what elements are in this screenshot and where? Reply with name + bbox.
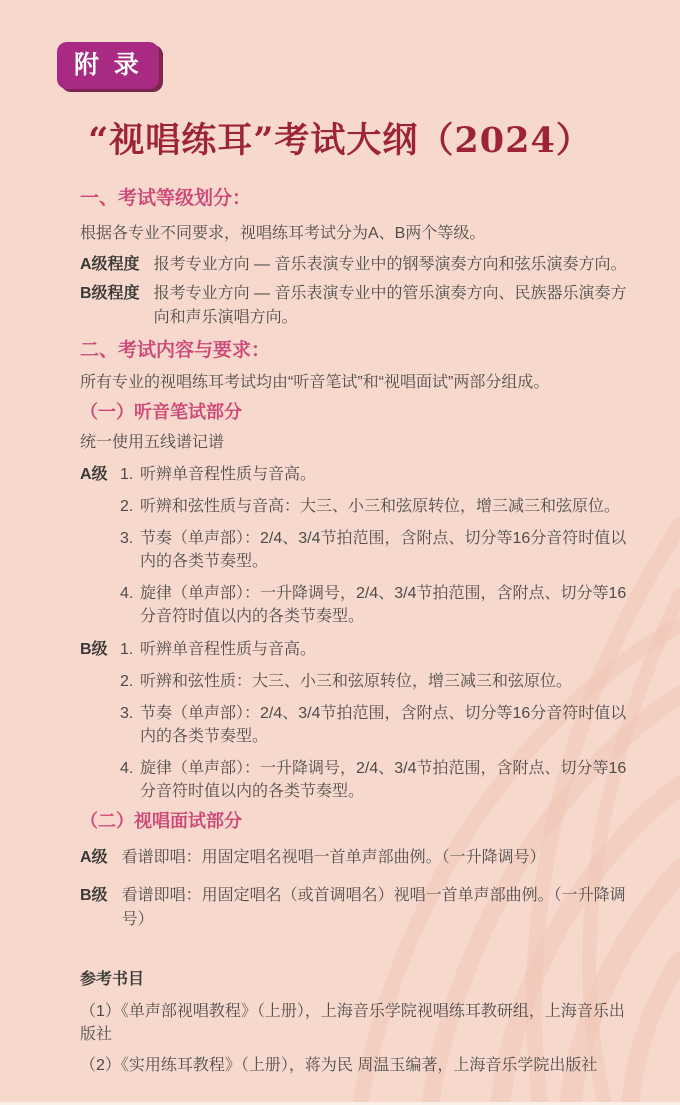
list-item	[120, 638, 638, 661]
section-2-intro: 所有专业的视唱练耳考试均由“听音笔试”和“视唱面试”两部分组成。	[80, 374, 550, 391]
item-number: 2.	[120, 498, 134, 515]
item-number: 4.	[120, 760, 134, 777]
level-a-degree-row	[80, 253, 638, 277]
part-1-note: 统一使用五线谱记谱	[80, 434, 225, 451]
face-test-level-a-row	[80, 846, 638, 870]
item-number: 3.	[120, 530, 134, 547]
section-1-intro: 根据各专业不同要求，视唱练耳考试分为A、B两个等级。	[80, 225, 486, 242]
list-item	[120, 702, 638, 748]
part-1-heading: （一）听音笔试部分	[80, 402, 242, 422]
item-text: 听辨单音程性质与音高。	[140, 466, 317, 483]
list-item	[120, 757, 638, 803]
section-1-heading: 一、考试等级划分：	[80, 188, 252, 209]
item-number: 1.	[120, 466, 134, 483]
appendix-badge	[57, 42, 159, 89]
item-number: 2.	[120, 673, 134, 690]
item-text: 听辨和弦性质与音高：大三、小三和弦原转位，增三减三和弦原位。	[140, 498, 621, 515]
list-item	[120, 582, 638, 628]
item-text: 节奏（单声部）：2/4、3/4节拍范围，含附点、切分等16分音符时值以内的各类节奏型。	[140, 530, 627, 570]
face-test-level-b-label: B级	[80, 887, 108, 904]
level-b-items	[120, 638, 638, 803]
part-2-heading: （二）视唱面试部分	[80, 811, 242, 831]
list-item	[120, 527, 638, 573]
item-text: 旋律（单声部）：一升降调号，2/4、3/4节拍范围，含附点、切分等16分音符时值以内的各类节奏型。	[140, 585, 627, 625]
item-text: 旋律（单声部）：一升降调号，2/4、3/4节拍范围，含附点、切分等16分音符时值以内的各类节奏型。	[140, 760, 627, 800]
level-b-degree-row	[80, 282, 638, 330]
list-item	[120, 495, 638, 518]
item-text: 节奏（单声部）：2/4、3/4节拍范围，含附点、切分等16分音符时值以内的各类节奏型。	[140, 705, 627, 745]
reference-item: （2）《实用练耳教程》（上册），蒋为民 周温玉编著，上海音乐学院出版社	[80, 1057, 598, 1074]
item-number: 4.	[120, 585, 134, 602]
section-2-heading: 二、考试内容与要求：	[80, 340, 271, 361]
face-test-level-b-text: 看谱即唱：用固定唱名（或首调唱名）视唱一首单声部曲例。（一升降调号）	[121, 887, 626, 928]
level-b-degree-label: B级程度	[80, 285, 140, 302]
body-column	[0, 186, 680, 1077]
face-test-level-a-text: 看谱即唱：用固定唱名视唱一首单声部曲例。（一升降调号）	[121, 849, 546, 866]
item-number: 3.	[120, 705, 134, 722]
level-b-label: B级	[80, 641, 108, 658]
face-test-level-b-row	[80, 884, 638, 932]
level-a-list-block	[80, 463, 638, 628]
level-a-degree-label: A级程度	[80, 256, 140, 273]
level-a-items	[120, 463, 638, 628]
references-heading: 参考书目	[80, 971, 145, 988]
level-a-label: A级	[80, 466, 108, 483]
appendix-badge-label: 附 录	[74, 50, 142, 79]
level-a-degree-text: 报考专业方向 — 音乐表演专业中的钢琴演奏方向和弦乐演奏方向。	[153, 256, 627, 273]
item-number: 1.	[120, 641, 134, 658]
item-text: 听辨和弦性质：大三、小三和弦原转位，增三减三和弦原位。	[140, 673, 573, 690]
list-item	[120, 463, 638, 486]
level-b-degree-text: 报考专业方向 — 音乐表演专业中的管乐演奏方向、民族器乐演奏方向和声乐演唱方向。	[153, 285, 627, 326]
item-text: 听辨单音程性质与音高。	[140, 641, 317, 658]
page-title: “视唱练耳”考试大纲（2024）	[88, 120, 592, 161]
reference-item: （1）《单声部视唱教程》（上册），上海音乐学院视唱练耳教研组，上海音乐出版社	[80, 1003, 625, 1043]
level-b-list-block	[80, 638, 638, 803]
face-test-level-a-label: A级	[80, 849, 108, 866]
list-item	[120, 670, 638, 693]
